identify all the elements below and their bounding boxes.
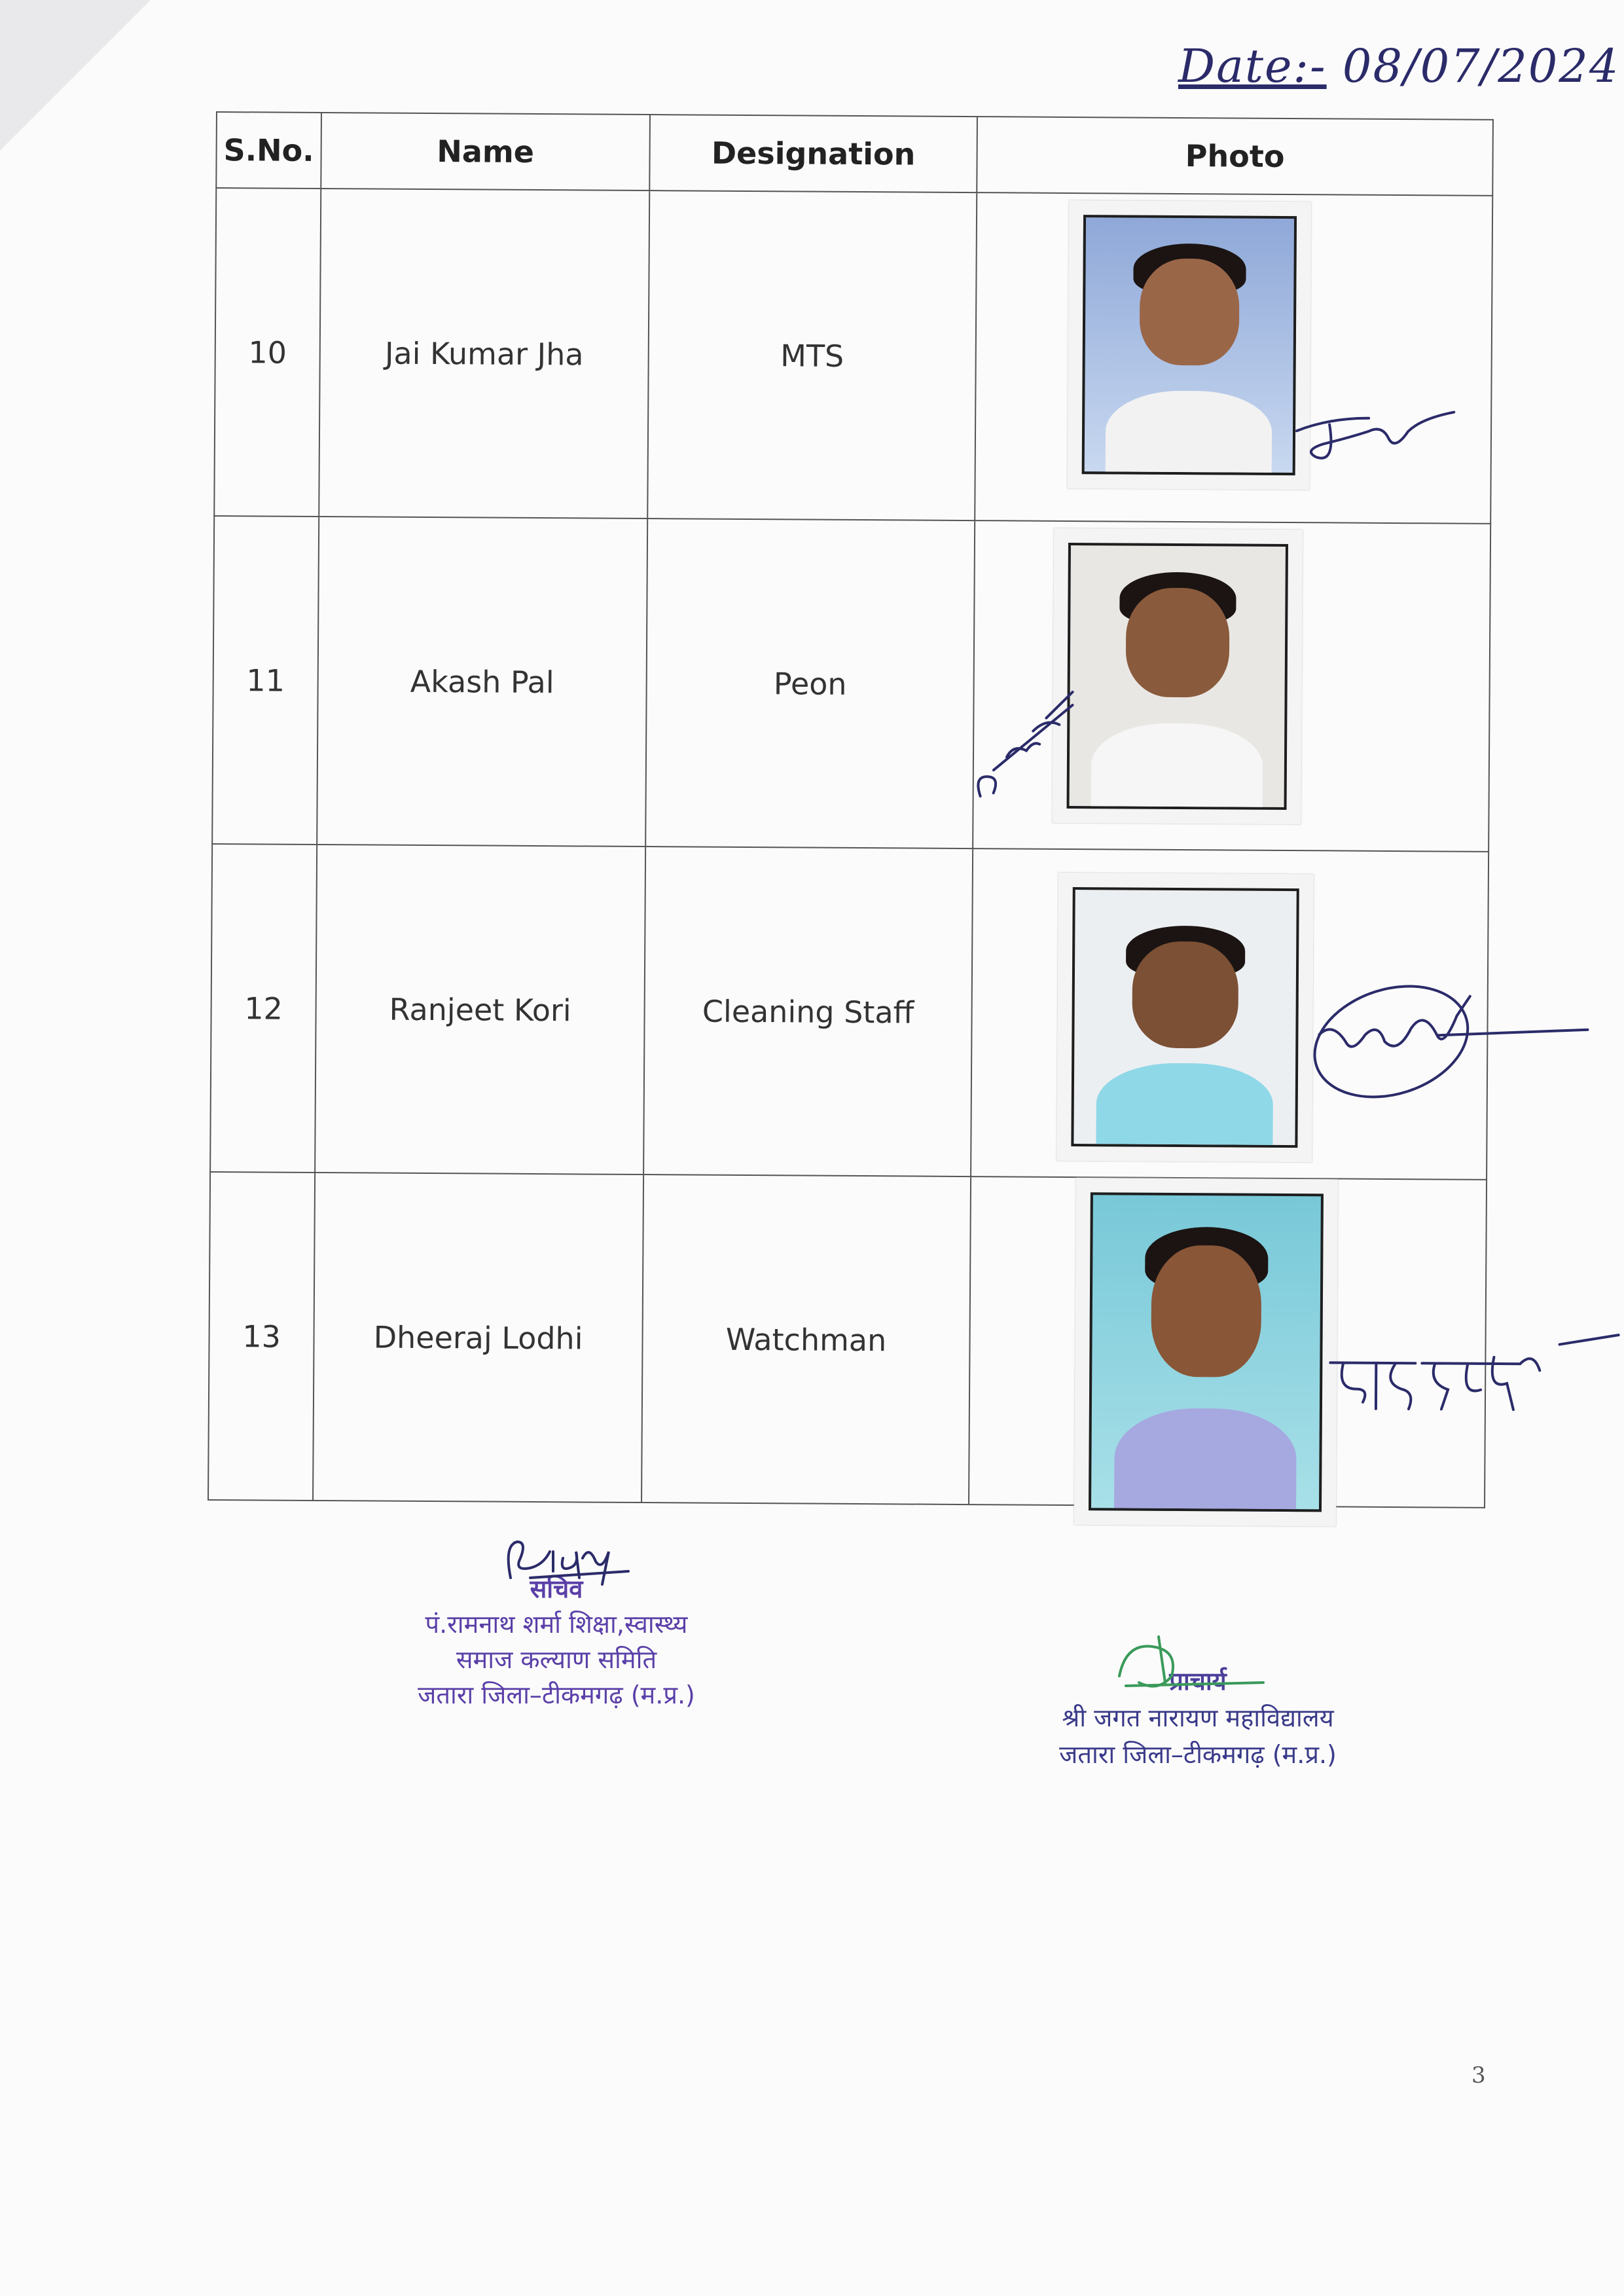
cell-photo xyxy=(971,848,1489,1180)
cell-sno: 10 xyxy=(214,188,321,517)
signature-ranjeet-kori xyxy=(1306,969,1595,1102)
table-row xyxy=(210,844,1489,1180)
cell-designation: Cleaning Staff xyxy=(643,847,973,1176)
cell-name: Jai Kumar Jha xyxy=(319,189,649,519)
header-name: Name xyxy=(321,113,650,191)
passport-photo xyxy=(1052,528,1303,824)
date-label: Date:- xyxy=(1178,39,1327,93)
secretary-stamp xyxy=(393,1539,720,1713)
cell-name: Dheeraj Lodhi xyxy=(313,1173,643,1503)
folded-corner xyxy=(0,0,151,151)
date-value: 08/07/2024 xyxy=(1342,39,1620,93)
secretary-stamp-line-3: जतारा जिला–टीकमगढ़ (म.प्र.) xyxy=(418,1681,695,1709)
cell-photo xyxy=(973,520,1490,852)
header-designation: Designation xyxy=(649,115,977,192)
cell-name: Ranjeet Kori xyxy=(315,845,645,1175)
staff-table xyxy=(208,111,1494,1508)
page-number: 3 xyxy=(1471,2062,1486,2088)
passport-photo xyxy=(1056,873,1314,1162)
table-header-row xyxy=(216,112,1493,196)
principal-stamp-line-1: श्री जगत नारायण महाविद्यालय xyxy=(1062,1704,1334,1732)
secretary-title: सचिव xyxy=(530,1575,583,1603)
secretary-signature xyxy=(491,1532,635,1591)
secretary-stamp-line-2: समाज कल्याण समिति xyxy=(456,1645,657,1674)
principal-title: प्राचार्य xyxy=(1169,1667,1227,1696)
date-handwritten xyxy=(1178,39,1619,93)
cell-photo xyxy=(969,1176,1487,1508)
header-photo: Photo xyxy=(977,117,1493,196)
signature-akash-pal xyxy=(967,678,1086,810)
cell-photo xyxy=(975,192,1492,524)
passport-photo xyxy=(1068,200,1312,490)
passport-photo xyxy=(1074,1178,1338,1526)
principal-signature xyxy=(1106,1630,1276,1702)
cell-designation: Peon xyxy=(645,519,975,848)
table-row xyxy=(208,1172,1487,1508)
cell-name: Akash Pal xyxy=(317,517,647,847)
secretary-stamp-line-1: पं.रामनाथ शर्मा शिक्षा,स्वास्थ्य xyxy=(425,1610,688,1639)
signature-jai-kumar-jha xyxy=(1290,392,1461,471)
header-sno: S.No. xyxy=(216,112,321,189)
cell-sno: 13 xyxy=(208,1172,315,1501)
principal-stamp-line-2: जतारा जिला–टीकमगढ़ (म.प्र.) xyxy=(1059,1740,1337,1769)
cell-designation: MTS xyxy=(647,191,977,520)
cell-sno: 11 xyxy=(212,516,319,845)
principal-stamp xyxy=(1021,1643,1375,1773)
signature-dheeraj-lodhi xyxy=(1324,1330,1624,1430)
cell-sno: 12 xyxy=(210,844,317,1173)
cell-designation: Watchman xyxy=(641,1175,971,1504)
table-row xyxy=(212,516,1490,852)
table-row xyxy=(214,188,1492,524)
